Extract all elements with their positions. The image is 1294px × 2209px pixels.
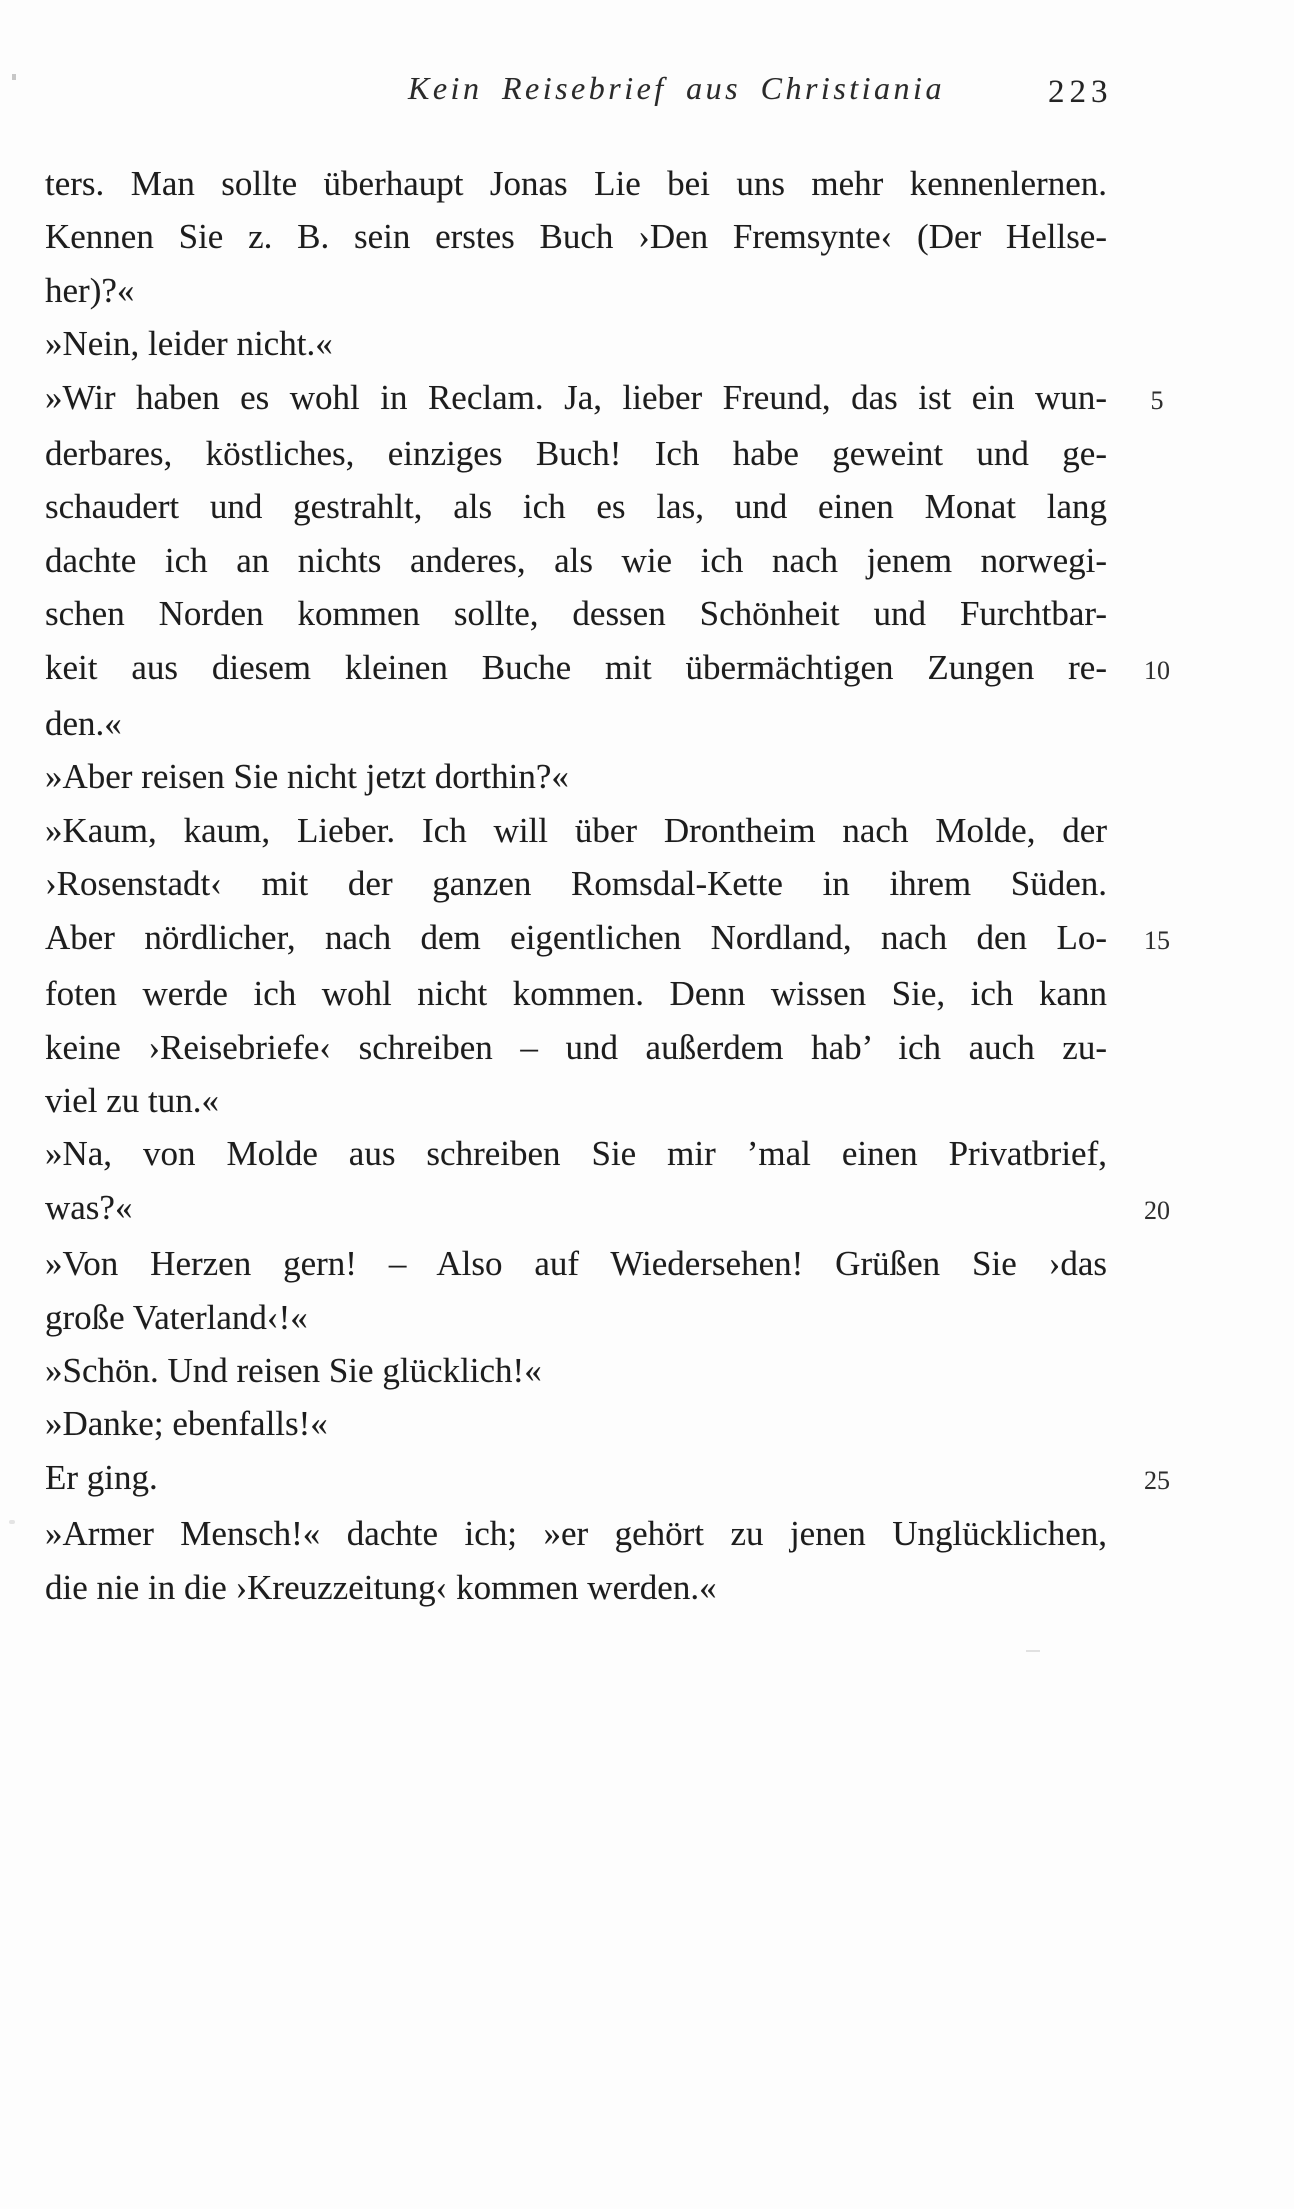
text-line: »Kaum, kaum, Lieber. Ich will über Drontheim nach Molde, der [45, 810, 1107, 850]
text-line: keit aus diesem kleinen Buche mit übermächtigen Zungen re- [45, 647, 1107, 687]
text-line-row [45, 1561, 1213, 1614]
text-line: ›Rosenstadt‹ mit der ganzen Romsdal-Kette in ihrem Süden. [45, 864, 1107, 904]
scan-artifact [12, 74, 16, 80]
page-number: 223 [1048, 74, 1113, 110]
text-line-row [45, 1074, 1213, 1127]
text-line: derbares, köstliches, einziges Buch! Ich habe geweint und ge- [45, 434, 1107, 474]
margin-line-number: 10 [1144, 655, 1170, 685]
margin-line-number: 15 [1144, 925, 1170, 955]
text-line-row [45, 804, 1213, 857]
text-line-row [45, 264, 1213, 317]
running-header-title: Kein Reisebrief aus Christiania [408, 70, 945, 106]
text-line-row [45, 371, 1213, 427]
text-line-row [45, 967, 1213, 1020]
margin-line-number: 25 [1144, 1465, 1170, 1495]
text-line: keine ›Reisebriefe‹ schreiben – und außerdem hab’ ich auch zu- [45, 1027, 1107, 1067]
text-line: ters. Man sollte überhaupt Jonas Lie bei uns mehr kennenlernen. [45, 164, 1107, 203]
text-line: Aber nördlicher, nach dem eigentlichen Nordland, nach den Lo- [45, 917, 1107, 957]
text-line-row [45, 1451, 1213, 1507]
text-line-row [45, 587, 1213, 640]
text-line-row [45, 1344, 1213, 1397]
text-line-row [45, 641, 1213, 697]
text-line-row [45, 1507, 1213, 1560]
margin-line-number: 20 [1144, 1195, 1170, 1225]
text-line: »Wir haben es wohl in Reclam. Ja, lieber Freund, das ist ein wun- [45, 377, 1107, 417]
body-text [45, 157, 1213, 1614]
text-line-row [45, 1127, 1213, 1180]
text-line: schaudert und gestrahlt, als ich es las, und einen Monat lang [45, 487, 1107, 527]
scan-artifact [1026, 1650, 1040, 1652]
text-line-row [45, 1237, 1213, 1290]
text-line: her)?« [45, 270, 135, 310]
text-line-row [45, 911, 1213, 967]
text-line-row [45, 157, 1213, 210]
text-line-row [45, 210, 1213, 263]
text-line: dachte ich an nichts anderes, als wie ich nach jenem norwegi- [45, 540, 1107, 580]
text-line-row [45, 750, 1213, 803]
text-line: die nie in die ›Kreuzzeitung‹ kommen werden.« [45, 1567, 717, 1607]
text-line-row [45, 480, 1213, 533]
text-line-row [45, 857, 1213, 910]
text-line: foten werde ich wohl nicht kommen. Denn wissen Sie, ich kann [45, 974, 1107, 1014]
text-line-row [45, 697, 1213, 750]
text-line-row [45, 317, 1213, 370]
text-line: »Schön. Und reisen Sie glücklich!« [45, 1350, 542, 1390]
text-line: Kennen Sie z. B. sein erstes Buch ›Den Fremsynte‹ (Der Hellse- [45, 217, 1107, 257]
text-line: Er ging. [45, 1457, 158, 1497]
text-line-row [45, 534, 1213, 587]
text-line: »Nein, leider nicht.« [45, 324, 333, 364]
text-line-row [45, 1397, 1213, 1450]
text-line-row [45, 427, 1213, 480]
text-line: große Vaterland‹!« [45, 1297, 308, 1337]
text-line: »Aber reisen Sie nicht jetzt dorthin?« [45, 757, 569, 797]
text-line: was?« [45, 1187, 133, 1227]
text-line: »Na, von Molde aus schreiben Sie mir ’mal einen Privatbrief, [45, 1134, 1107, 1174]
text-line: schen Norden kommen sollte, dessen Schönheit und Furchtbar- [45, 594, 1107, 634]
scan-artifact [9, 1520, 15, 1524]
text-line: viel zu tun.« [45, 1080, 219, 1120]
text-line-row [45, 1291, 1213, 1344]
text-line-row [45, 1021, 1213, 1074]
text-line-row [45, 1181, 1213, 1237]
text-line: »Danke; ebenfalls!« [45, 1404, 328, 1444]
text-line: »Armer Mensch!« dachte ich; »er gehört zu jenen Unglücklichen, [45, 1514, 1107, 1554]
text-line: »Von Herzen gern! – Also auf Wiedersehen! Grüßen Sie ›das [45, 1244, 1107, 1284]
margin-line-number: 5 [1150, 385, 1164, 415]
text-line: den.« [45, 704, 122, 744]
